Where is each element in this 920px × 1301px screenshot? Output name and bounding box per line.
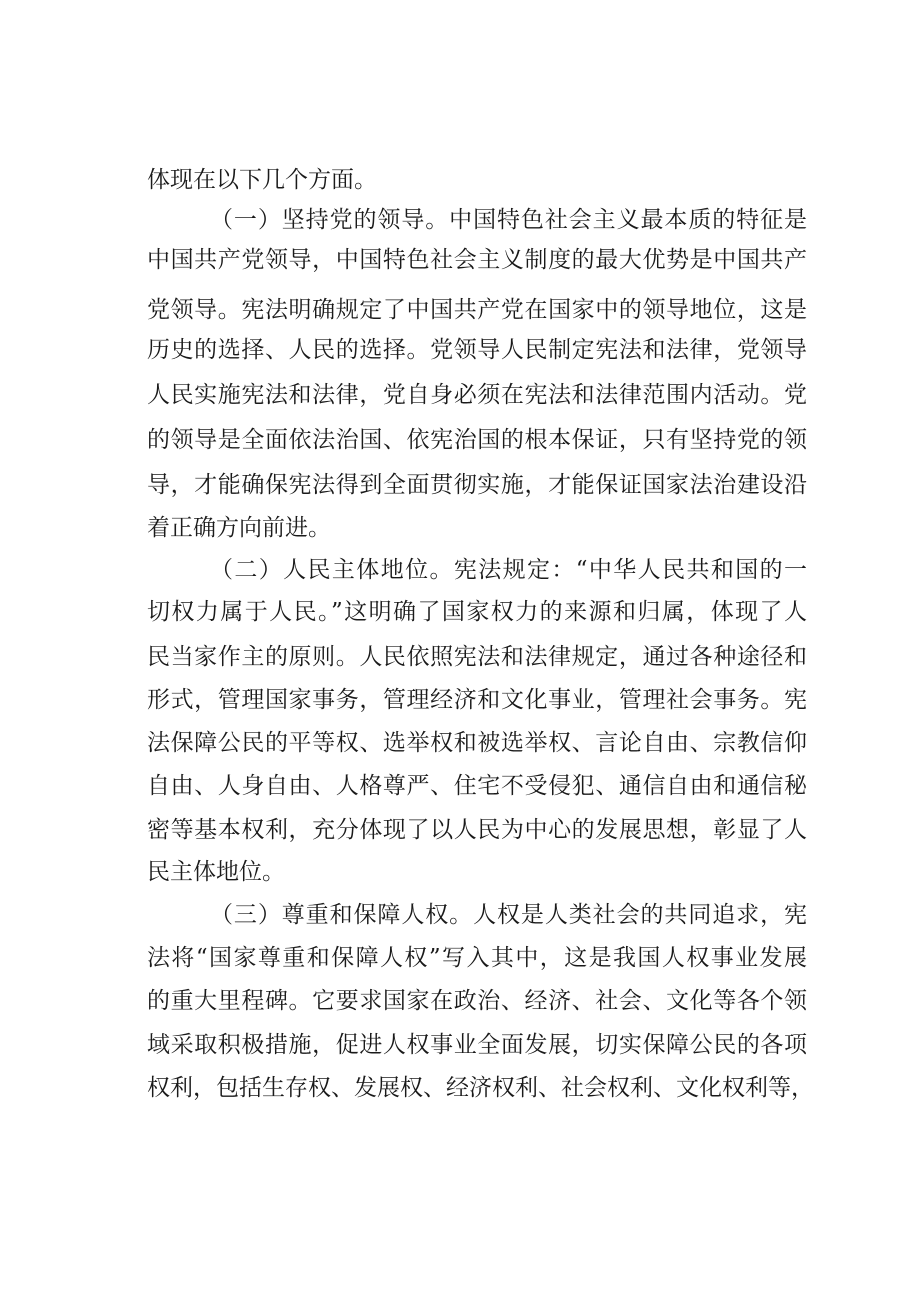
- paragraph-line: 民当家作主的原则。人民依照宪法和法律规定，通过各种途径和: [147, 644, 807, 670]
- paragraph-line: 历史的选择、人民的选择。党领导人民制定宪法和法律，党领导: [147, 337, 807, 363]
- paragraph-line: 的领导是全面依法治国、依宪治国的根本保证，只有坚持党的领: [147, 427, 807, 453]
- paragraph-line: 形式，管理国家事务，管理经济和文化事业，管理社会事务。宪: [147, 687, 807, 713]
- paragraph-line: （三）尊重和保障人权。人权是人类社会的共同追求，宪: [210, 902, 807, 928]
- paragraph-line: 导，才能确保宪法得到全面贯彻实施，才能保证国家法治建设沿: [147, 472, 807, 498]
- paragraph-line: （一）坚持党的领导。中国特色社会主义最本质的特征是: [210, 207, 807, 233]
- paragraph-line: 体现在以下几个方面。: [147, 167, 377, 193]
- paragraph-line: 民主体地位。: [147, 859, 285, 885]
- paragraph-line: 权利，包括生存权、发展权、经济权利、社会权利、文化权利等，: [147, 1075, 814, 1101]
- paragraph-line: 切权力属于人民。”这明确了国家权力的来源和归属，体现了人: [147, 599, 807, 625]
- paragraph-line: （二）人民主体地位。宪法规定：“中华人民共和国的一: [210, 557, 807, 583]
- paragraph-line: 的重大里程碑。它要求国家在政治、经济、社会、文化等各个领: [147, 988, 807, 1014]
- paragraph-line: 党领导。宪法明确规定了中国共产党在国家中的领导地位，这是: [147, 297, 807, 323]
- paragraph-line: 自由、人身自由、人格尊严、住宅不受侵犯、通信自由和通信秘: [147, 773, 807, 799]
- paragraph-line: 密等基本权利，充分体现了以人民为中心的发展思想，彰显了人: [147, 817, 807, 843]
- paragraph-line: 中国共产党领导，中国特色社会主义制度的最大优势是中国共产: [147, 247, 807, 273]
- paragraph-line: 法保障公民的平等权、选举权和被选举权、言论自由、宗教信仰: [147, 730, 807, 756]
- paragraph-line: 着正确方向前进。: [147, 515, 331, 541]
- paragraph-line: 法将“国家尊重和保障人权”写入其中，这是我国人权事业发展: [147, 945, 807, 971]
- paragraph-line: 域采取积极措施，促进人权事业全面发展，切实保障公民的各项: [147, 1032, 807, 1058]
- paragraph-line: 人民实施宪法和法律，党自身必须在宪法和法律范围内活动。党: [147, 382, 807, 408]
